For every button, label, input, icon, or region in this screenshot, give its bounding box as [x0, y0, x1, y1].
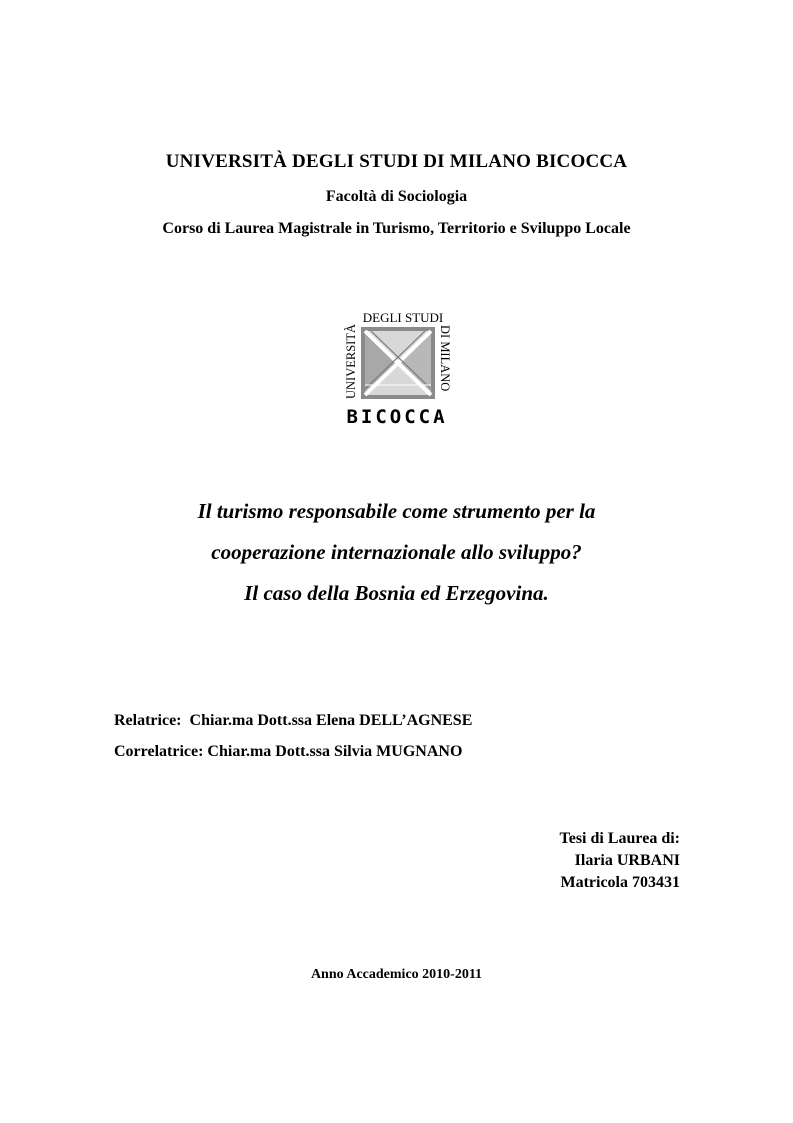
relatrice-line: Relatrice: Chiar.ma Dott.ssa Elena DELL’AGNESE	[114, 712, 473, 729]
academic-year: Anno Accademico 2010-2011	[310, 967, 483, 982]
logo-top-text: DEGLI STUDI	[362, 310, 444, 325]
logo-right-text: DI MILANO	[438, 325, 452, 392]
thesis-title-line-2: cooperazione internazionale allo sviluppo?	[211, 540, 582, 564]
author-name: Ilaria URBANI	[574, 852, 680, 869]
logo-bottom-text: BICOCCA	[346, 406, 448, 427]
faculty-name: Facoltà di Sociologia	[325, 188, 468, 205]
university-logo	[341, 305, 453, 427]
thesis-title-line-1: Il turismo responsabile come strumento per la	[197, 499, 596, 523]
course-name: Corso di Laurea Magistrale in Turismo, Territorio e Sviluppo Locale	[162, 220, 631, 237]
logo-emblem	[361, 327, 435, 399]
student-id: Matricola 703431	[560, 874, 680, 891]
thesis-title-line-3: Il caso della Bosnia ed Erzegovina.	[244, 581, 549, 605]
bicocca-logo-graphic	[341, 305, 453, 427]
logo-left-text: UNIVERSITÀ	[344, 324, 358, 399]
thesis-author-label: Tesi di Laurea di:	[559, 830, 680, 847]
university-name: UNIVERSITÀ DEGLI STUDI DI MILANO BICOCCA	[165, 151, 628, 172]
correlatrice-line: Correlatrice: Chiar.ma Dott.ssa Silvia MUGNANO	[114, 743, 463, 760]
